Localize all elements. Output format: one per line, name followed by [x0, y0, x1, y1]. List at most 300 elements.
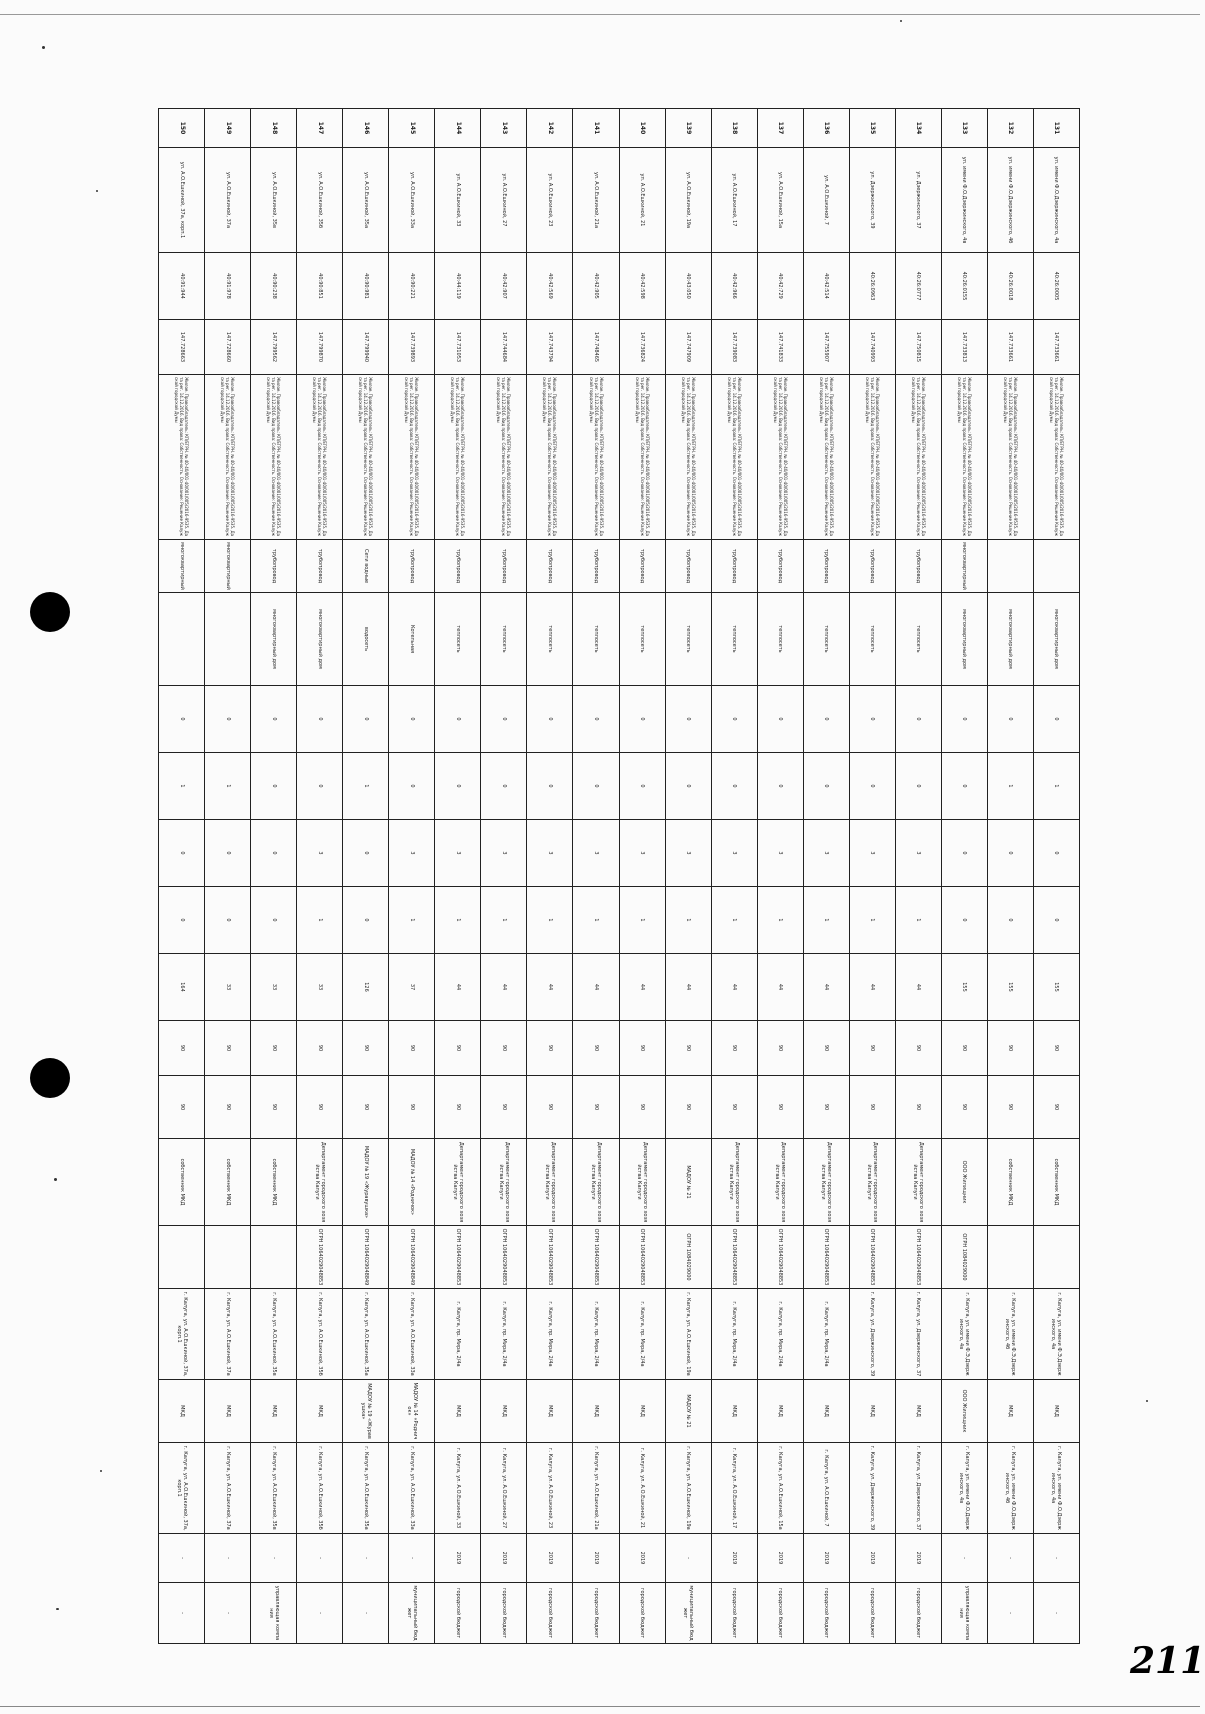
cell-c3: 3 [895, 820, 941, 887]
cell-year: 2019 [481, 1534, 527, 1583]
cell-doc: МКД [619, 1380, 665, 1443]
cell-area2: 90 [895, 1021, 941, 1076]
cell-area1: 164 [159, 954, 205, 1021]
cell-status: - [987, 1583, 1033, 1644]
cell-area3: 90 [343, 1076, 389, 1139]
cell-owner: Департамент городского хозяйства Калуги [619, 1139, 665, 1226]
cell-area2: 90 [159, 1021, 205, 1076]
cell-c1: 0 [941, 686, 987, 753]
cell-ref: Жилое. Правообладатель: КП/ЕГРН. № 40-40/001-40/001/005/2016-9535. Дата рег. 14.12.2016. Вид права: Собственность. Основание: Решение Калужской городской Думы [527, 375, 573, 540]
table-row [803, 109, 849, 1644]
cell-addr3: г. Калуга, ул. А.О.Ешкиной, 37а, корп.1 [159, 1443, 205, 1534]
cell-ref: Жилое. Правообладатель: КП/ЕГРН. № 40-40/001-40/001/005/2016-9535. Дата рег. 14.12.2016. Вид права: Собственность. Основание: Решение Калужской городской Думы [205, 375, 251, 540]
cell-cad: 40:26:0963 [849, 253, 895, 320]
cell-c3: 3 [757, 820, 803, 887]
cell-ref: Жилое. Правообладатель: КП/ЕГРН. № 40-40/001-40/001/005/2016-9535. Дата рег. 14.12.2016. Вид права: Собственность. Основание: Решение Калужской городской Думы [849, 375, 895, 540]
cell-area3: 90 [159, 1076, 205, 1139]
cell-area2: 90 [941, 1021, 987, 1076]
cell-c4: 1 [849, 887, 895, 954]
cell-status: управляющая компания [251, 1583, 297, 1644]
cell-c2: 0 [389, 753, 435, 820]
cell-doc: МКД [435, 1380, 481, 1443]
cell-type [987, 540, 1033, 593]
cell-area3: 90 [803, 1076, 849, 1139]
cell-area2: 90 [757, 1021, 803, 1076]
cell-addr2: г. Калуга, ул. А.О.Ешкиной, 35а [343, 1289, 389, 1380]
cell-obj: теплосеть [757, 593, 803, 686]
cell-year: 2019 [619, 1534, 665, 1583]
cell-type: трубопровод [435, 540, 481, 593]
cell-ext: 147.747909 [665, 320, 711, 375]
scan-speck [96, 190, 98, 192]
cell-owner: Департамент городского хозяйства Калуги [757, 1139, 803, 1226]
cell-c4: 1 [481, 887, 527, 954]
cell-area3: 90 [1033, 1076, 1079, 1139]
cell-status: - [1033, 1583, 1079, 1644]
cell-c2: 0 [849, 753, 895, 820]
cell-ogrn: ОГРН 1064029048853 [619, 1226, 665, 1289]
cell-c4: 0 [941, 887, 987, 954]
cell-area2: 90 [987, 1021, 1033, 1076]
cell-ogrn: ОГРН 1064029048849 [389, 1226, 435, 1289]
cell-obj: многоквартирный дом [1033, 593, 1079, 686]
cell-year: 2019 [711, 1534, 757, 1583]
cell-status: городской бюджет [435, 1583, 481, 1644]
cell-ext: 147.728663 [159, 320, 205, 375]
cell-ref: Жилое. Правообладатель: КП/ЕГРН. № 40-40/001-40/001/005/2016-9535. Дата рег. 14.12.2016. Вид права: Собственность. Основание: Решение Калужской городской Думы [481, 375, 527, 540]
cell-c2: 0 [711, 753, 757, 820]
cell-c2: 0 [481, 753, 527, 820]
cell-c4: 1 [711, 887, 757, 954]
cell-doc: МКД [481, 1380, 527, 1443]
cell-obj: Котельная [389, 593, 435, 686]
cell-type: трубопровод [849, 540, 895, 593]
cell-area2: 90 [849, 1021, 895, 1076]
cell-owner: собственник МКД [251, 1139, 297, 1226]
cell-area1: 155 [1033, 954, 1079, 1021]
cell-no: 147 [297, 109, 343, 148]
cell-ogrn: ОГРН 1064029048853 [435, 1226, 481, 1289]
table-row [619, 109, 665, 1644]
cell-ref: Жилое. Правообладатель: КП/ЕГРН. № 40-40/001-40/001/005/2016-9535. Дата рег. 14.12.2016. Вид права: Собственность. Основание: Решение Калужской городской Думы [757, 375, 803, 540]
page-number: 211 [1130, 1640, 1205, 1682]
cell-c1: 0 [895, 686, 941, 753]
cell-area3: 90 [573, 1076, 619, 1139]
cell-status: - [159, 1583, 205, 1644]
cell-c4: 0 [251, 887, 297, 954]
cell-type: трубопровод [297, 540, 343, 593]
cell-c4: 0 [159, 887, 205, 954]
cell-ref: Жилое. Правообладатель: КП/ЕГРН. № 40-40/001-40/001/005/2016-9535. Дата рег. 14.12.2016. Вид права: Собственность. Основание: Решение Калужской городской Думы [435, 375, 481, 540]
cell-addr3: г. Калуга, ул. А.О.Ешкиной, 35в [251, 1443, 297, 1534]
scan-edge-top [0, 14, 1200, 15]
cell-area2: 90 [251, 1021, 297, 1076]
cell-addr3: г. Калуга, ул. А.О.Ешкиной, 35а [343, 1443, 389, 1534]
cell-addr2: г. Калуга, пр. Мира, 2/4а [711, 1289, 757, 1380]
cell-type: трубопровод [665, 540, 711, 593]
cell-area3: 90 [297, 1076, 343, 1139]
table-row [573, 109, 619, 1644]
cell-ref: Жилое. Правообладатель: КП/ЕГРН. № 40-40/001-40/001/005/2016-9535. Дата рег. 14.12.2016. Вид права: Собственность. Основание: Решение Калужской городской Думы [251, 375, 297, 540]
cell-status: городской бюджет [619, 1583, 665, 1644]
cell-cad: 40:91:944 [159, 253, 205, 320]
cell-type: многоквартирный [205, 540, 251, 593]
cell-ogrn: ОГРН 1064029048853 [849, 1226, 895, 1289]
cell-area1: 155 [987, 954, 1033, 1021]
cell-c1: 0 [343, 686, 389, 753]
cell-addr2: г. Калуга, пр. Мира, 2/4а [481, 1289, 527, 1380]
scan-speck [100, 1470, 102, 1472]
cell-addr2: г. Калуга, ул. имени Ф.Э.Дзержинского, 4а [1033, 1289, 1079, 1380]
cell-ref: Жилое. Правообладатель: КП/ЕГРН. № 40-40/001-40/001/005/2016-9535. Дата рег. 14.12.2016. Вид права: Собственность. Основание: Решение Калужской городской Думы [895, 375, 941, 540]
cell-addr3: г. Калуга, ул. А.О.Ешкиной, 19а [665, 1443, 711, 1534]
cell-doc: МКД [1033, 1380, 1079, 1443]
cell-doc: МКД [573, 1380, 619, 1443]
cell-no: 143 [481, 109, 527, 148]
cell-year: - [297, 1534, 343, 1583]
cell-doc: МКД [297, 1380, 343, 1443]
cell-no: 135 [849, 109, 895, 148]
table-row [527, 109, 573, 1644]
cell-ogrn: ОГРН 1064029048853 [895, 1226, 941, 1289]
cell-c4: 1 [803, 887, 849, 954]
cell-ref: Жилое. Правообладатель: КП/ЕГРН. № 40-40/001-40/001/005/2016-9535. Дата рег. 14.12.2016. Вид права: Собственность. Основание: Решение Калужской городской Думы [1033, 375, 1079, 540]
cell-c1: 0 [389, 686, 435, 753]
cell-area1: 44 [573, 954, 619, 1021]
cell-c3: 3 [665, 820, 711, 887]
cell-year: - [1033, 1534, 1079, 1583]
cell-ext: 147.739893 [389, 320, 435, 375]
cell-ogrn: ОГРН 1064029048853 [711, 1226, 757, 1289]
cell-c2: 0 [619, 753, 665, 820]
cell-ogrn: ОГРН 1084029000 [941, 1226, 987, 1289]
cell-no: 137 [757, 109, 803, 148]
cell-addr3: г. Калуга, ул. Дзержинского, 39 [849, 1443, 895, 1534]
cell-area2: 90 [389, 1021, 435, 1076]
cell-area3: 90 [987, 1076, 1033, 1139]
cell-area2: 90 [343, 1021, 389, 1076]
cell-no: 149 [205, 109, 251, 148]
cell-ext: 147.744684 [481, 320, 527, 375]
cell-c4: 1 [389, 887, 435, 954]
cell-c4: 0 [987, 887, 1033, 954]
cell-area3: 90 [389, 1076, 435, 1139]
cell-addr3: г. Калуга, ул. А.О.Ешкиной, 7 [803, 1443, 849, 1534]
scan-speck [54, 1178, 57, 1181]
scan-speck [56, 1608, 59, 1610]
cell-c3: 0 [205, 820, 251, 887]
cell-year: - [159, 1534, 205, 1583]
cell-addr2: г. Калуга, ул. А.О.Ешкиной, 37а [205, 1289, 251, 1380]
scan-edge-bottom [0, 1706, 1200, 1707]
cell-status: городской бюджет [757, 1583, 803, 1644]
cell-area1: 37 [389, 954, 435, 1021]
table-row [665, 109, 711, 1644]
cell-address: ул. А.О.Ешкиной, 17 [711, 148, 757, 253]
punch-hole-top [30, 592, 70, 632]
table-row [343, 109, 389, 1644]
cell-cad: 40:42:905 [573, 253, 619, 320]
cell-address: ул. Дзержинского, 39 [849, 148, 895, 253]
cell-cad: 40:90:221 [389, 253, 435, 320]
cell-area2: 90 [297, 1021, 343, 1076]
cell-year: 2019 [573, 1534, 619, 1583]
registry-table [158, 108, 1080, 1644]
cell-owner: собственник МКД [987, 1139, 1033, 1226]
cell-addr3: г. Калуга, ул. имени Ф.О.Дзержинского, 4б [987, 1443, 1033, 1534]
cell-cad: 40:43:050 [665, 253, 711, 320]
cell-area2: 90 [573, 1021, 619, 1076]
cell-cad: 40:26:0777 [895, 253, 941, 320]
cell-ext: 147.748465 [573, 320, 619, 375]
cell-obj: водосеть [343, 593, 389, 686]
cell-no: 150 [159, 109, 205, 148]
cell-area1: 33 [297, 954, 343, 1021]
cell-year: - [389, 1534, 435, 1583]
cell-obj: теплосеть [481, 593, 527, 686]
cell-type: трубопровод [389, 540, 435, 593]
cell-obj: теплосеть [527, 593, 573, 686]
cell-address: ул. А.О.Ешкиной, 33 [435, 148, 481, 253]
cell-owner: Департамент городского хозяйства Калуги [849, 1139, 895, 1226]
cell-area1: 44 [895, 954, 941, 1021]
cell-ogrn [251, 1226, 297, 1289]
cell-year: - [251, 1534, 297, 1583]
cell-doc: МКД [849, 1380, 895, 1443]
cell-area1: 126 [343, 954, 389, 1021]
cell-area1: 33 [205, 954, 251, 1021]
cell-owner: собственник МКД [205, 1139, 251, 1226]
cell-c2: 1 [343, 753, 389, 820]
cell-cad: 40:90:851 [297, 253, 343, 320]
cell-no: 142 [527, 109, 573, 148]
cell-year: - [343, 1534, 389, 1583]
cell-doc: МКД [895, 1380, 941, 1443]
cell-obj [159, 593, 205, 686]
cell-type: трубопровод [619, 540, 665, 593]
cell-doc: МКД [159, 1380, 205, 1443]
cell-status: городской бюджет [573, 1583, 619, 1644]
cell-cad: 40:42:907 [481, 253, 527, 320]
cell-area2: 90 [481, 1021, 527, 1076]
cell-area2: 90 [711, 1021, 757, 1076]
cell-type: трубопровод [757, 540, 803, 593]
cell-no: 139 [665, 109, 711, 148]
cell-type: трубопровод [481, 540, 527, 593]
cell-c1: 0 [159, 686, 205, 753]
cell-addr2: г. Калуга, ул. Дзержинского, 37 [895, 1289, 941, 1380]
cell-owner: Департамент городского хозяйства Калуги [481, 1139, 527, 1226]
cell-owner: Департамент городского хозяйства Калуги [803, 1139, 849, 1226]
cell-ref: Жилое. Правообладатель: КП/ЕГРН. № 40-40/001-40/001/005/2016-9535. Дата рег. 14.12.2016. Вид права: Собственность. Основание: Решение Калужской городской Думы [987, 375, 1033, 540]
cell-c2: 0 [941, 753, 987, 820]
cell-addr3: г. Калуга, ул. Дзержинского, 37 [895, 1443, 941, 1534]
cell-doc: МКД [757, 1380, 803, 1443]
table-row [297, 109, 343, 1644]
cell-ogrn: ОГРН 1064029048853 [297, 1226, 343, 1289]
table-row [711, 109, 757, 1644]
cell-c1: 0 [1033, 686, 1079, 753]
cell-area3: 90 [665, 1076, 711, 1139]
cell-addr2: г. Калуга, пр. Мира, 2/4а [803, 1289, 849, 1380]
cell-cad: 40:26:0018 [987, 253, 1033, 320]
cell-addr2: г. Калуга, ул. А.О.Ешкиной, 33а [389, 1289, 435, 1380]
cell-addr2: г. Калуга, ул. имени Ф.Э.Дзержинского, 4в [941, 1289, 987, 1380]
cell-no: 136 [803, 109, 849, 148]
scan-speck [42, 46, 45, 49]
cell-obj: теплосеть [435, 593, 481, 686]
cell-no: 141 [573, 109, 619, 148]
cell-area1: 44 [711, 954, 757, 1021]
cell-address: ул. А.О.Ешкиной, 35а [343, 148, 389, 253]
cell-obj [205, 593, 251, 686]
cell-c1: 0 [297, 686, 343, 753]
cell-ref: Жилое. Правообладатель: КП/ЕГРН. № 40-40/001-40/001/005/2016-9535. Дата рег. 14.12.2016. Вид права: Собственность. Основание: Решение Калужской городской Думы [665, 375, 711, 540]
cell-obj: теплосеть [895, 593, 941, 686]
cell-ogrn: ОГРН 1064029048853 [573, 1226, 619, 1289]
cell-c3: 3 [573, 820, 619, 887]
cell-area1: 44 [481, 954, 527, 1021]
cell-addr3: г. Калуга, ул. А.О.Ешкиной, 23 [527, 1443, 573, 1534]
cell-type: трубопровод [527, 540, 573, 593]
cell-doc: МАДОУ № 19 «Журавушка» [343, 1380, 389, 1443]
table-row [481, 109, 527, 1644]
cell-ref: Жилое. Правообладатель: КП/ЕГРН. № 40-40/001-40/001/005/2016-9535. Дата рег. 14.12.2016. Вид права: Собственность. Основание: Решение Калужской городской Думы [297, 375, 343, 540]
cell-addr2: г. Калуга, пр. Мира, 2/4а [619, 1289, 665, 1380]
cell-addr3: г. Калуга, ул. А.О.Ешкиной, 27 [481, 1443, 527, 1534]
cell-addr3: г. Калуга, ул. А.О.Ешкиной, 21 [619, 1443, 665, 1534]
cell-c2: 0 [895, 753, 941, 820]
cell-ogrn: ОГРН 1084029000 [665, 1226, 711, 1289]
cell-ogrn: ОГРН 1064029048853 [757, 1226, 803, 1289]
cell-doc: ООО Жилищник [941, 1380, 987, 1443]
cell-owner: Департамент городского хозяйства Калуги [527, 1139, 573, 1226]
cell-addr3: г. Калуга, ул. А.О.Ешкиной, 35б [297, 1443, 343, 1534]
cell-c3: 3 [435, 820, 481, 887]
cell-type: трубопровод [803, 540, 849, 593]
cell-c3: 3 [481, 820, 527, 887]
cell-year: 2019 [527, 1534, 573, 1583]
cell-ext: 147.743794 [527, 320, 573, 375]
cell-addr3: г. Калуга, ул. А.О.Ешкиной, 21а [573, 1443, 619, 1534]
cell-no: 138 [711, 109, 757, 148]
cell-status: муниципальный бюджет [389, 1583, 435, 1644]
cell-cad: 40:42:598 [619, 253, 665, 320]
cell-ext: 147.799562 [251, 320, 297, 375]
cell-obj: теплосеть [573, 593, 619, 686]
cell-c3: 3 [849, 820, 895, 887]
cell-address: ул. А.О.Ешкиной, 33а [389, 148, 435, 253]
cell-status: городской бюджет [803, 1583, 849, 1644]
cell-cad: 40:90:981 [343, 253, 389, 320]
cell-c2: 0 [435, 753, 481, 820]
cell-type: трубопровод [711, 540, 757, 593]
cell-obj: многоквартирный дом [987, 593, 1033, 686]
cell-address: ул. А.О.Ешкиной, 19а [665, 148, 711, 253]
cell-addr3: г. Калуга, ул. А.О.Ешкиной, 17 [711, 1443, 757, 1534]
cell-doc: МКД [251, 1380, 297, 1443]
cell-owner: Департамент городского хозяйства Калуги [297, 1139, 343, 1226]
table-row [251, 109, 297, 1644]
cell-doc: МКД [711, 1380, 757, 1443]
cell-area3: 90 [205, 1076, 251, 1139]
cell-addr3: г. Калуга, ул. А.О.Ешкиной, 37а [205, 1443, 251, 1534]
cell-addr2: г. Калуга, ул. А.О.Ешкиной, 19а [665, 1289, 711, 1380]
cell-status: городской бюджет [849, 1583, 895, 1644]
cell-address: ул. А.О.Ешкиной, 21а [573, 148, 619, 253]
cell-type: трубопровод [895, 540, 941, 593]
cell-status: городской бюджет [481, 1583, 527, 1644]
cell-c3: 0 [941, 820, 987, 887]
cell-ogrn: ОГРН 1064029048853 [803, 1226, 849, 1289]
cell-c2: 0 [757, 753, 803, 820]
cell-area2: 90 [205, 1021, 251, 1076]
cell-address: ул. А.О.Ешкиной, 7 [803, 148, 849, 253]
cell-ogrn [159, 1226, 205, 1289]
cell-c4: 1 [435, 887, 481, 954]
cell-area1: 44 [619, 954, 665, 1021]
cell-address: ул. А.О.Ешкиной, 37а [205, 148, 251, 253]
cell-type [1033, 540, 1079, 593]
cell-ref: Жилое. Правообладатель: КП/ЕГРН. № 40-40/001-40/001/005/2016-9535. Дата рег. 14.12.2016. Вид права: Собственность. Основание: Решение Калужской городской Думы [159, 375, 205, 540]
table-row [987, 109, 1033, 1644]
cell-ref: Жилое. Правообладатель: КП/ЕГРН. № 40-40/001-40/001/005/2016-9535. Дата рег. 14.12.2016. Вид права: Собственность. Основание: Решение Калужской городской Думы [941, 375, 987, 540]
cell-no: 133 [941, 109, 987, 148]
cell-cad: 40:42:966 [711, 253, 757, 320]
cell-ext: 147.755907 [803, 320, 849, 375]
cell-c4: 0 [1033, 887, 1079, 954]
cell-ext: 147.733661 [987, 320, 1033, 375]
cell-ogrn [987, 1226, 1033, 1289]
cell-ext: 147.733661 [1033, 320, 1079, 375]
cell-c1: 0 [757, 686, 803, 753]
cell-c3: 3 [711, 820, 757, 887]
cell-addr3: г. Калуга, ул. А.О.Ешкиной, 33 [435, 1443, 481, 1534]
cell-ext: 147.741833 [757, 320, 803, 375]
cell-c1: 0 [251, 686, 297, 753]
cell-area1: 44 [527, 954, 573, 1021]
cell-addr3: г. Калуга, ул. А.О.Ешкиной, 33а [389, 1443, 435, 1534]
cell-ref: Жилое. Правообладатель: КП/ЕГРН. № 40-40/001-40/001/005/2016-9535. Дата рег. 14.12.2016. Вид права: Собственность. Основание: Решение Калужской городской Думы [711, 375, 757, 540]
cell-c1: 0 [987, 686, 1033, 753]
cell-ogrn [1033, 1226, 1079, 1289]
cell-c1: 0 [711, 686, 757, 753]
cell-c4: 1 [619, 887, 665, 954]
cell-c1: 0 [573, 686, 619, 753]
cell-year: 2019 [849, 1534, 895, 1583]
cell-area2: 90 [665, 1021, 711, 1076]
cell-address: ул. А.О.Ешкиной, 15а [757, 148, 803, 253]
cell-area2: 90 [619, 1021, 665, 1076]
cell-c1: 0 [205, 686, 251, 753]
cell-addr3: г. Калуга, ул. имени Ф.О.Дзержинского, 4в [941, 1443, 987, 1534]
cell-c3: 3 [389, 820, 435, 887]
cell-status: муниципальный бюджет [665, 1583, 711, 1644]
table-row [435, 109, 481, 1644]
cell-c3: 3 [619, 820, 665, 887]
cell-addr2: г. Калуга, ул. имени Ф.Э.Дзержинского, 4б [987, 1289, 1033, 1380]
cell-area3: 90 [941, 1076, 987, 1139]
cell-c2: 0 [573, 753, 619, 820]
cell-obj: многоквартирный дом [297, 593, 343, 686]
cell-doc: МКД [205, 1380, 251, 1443]
cell-cad: 40:42:729 [757, 253, 803, 320]
cell-year: - [941, 1534, 987, 1583]
cell-type: многоквартирный [159, 540, 205, 593]
cell-ext: 147.740993 [849, 320, 895, 375]
cell-c1: 0 [665, 686, 711, 753]
cell-area1: 44 [665, 954, 711, 1021]
